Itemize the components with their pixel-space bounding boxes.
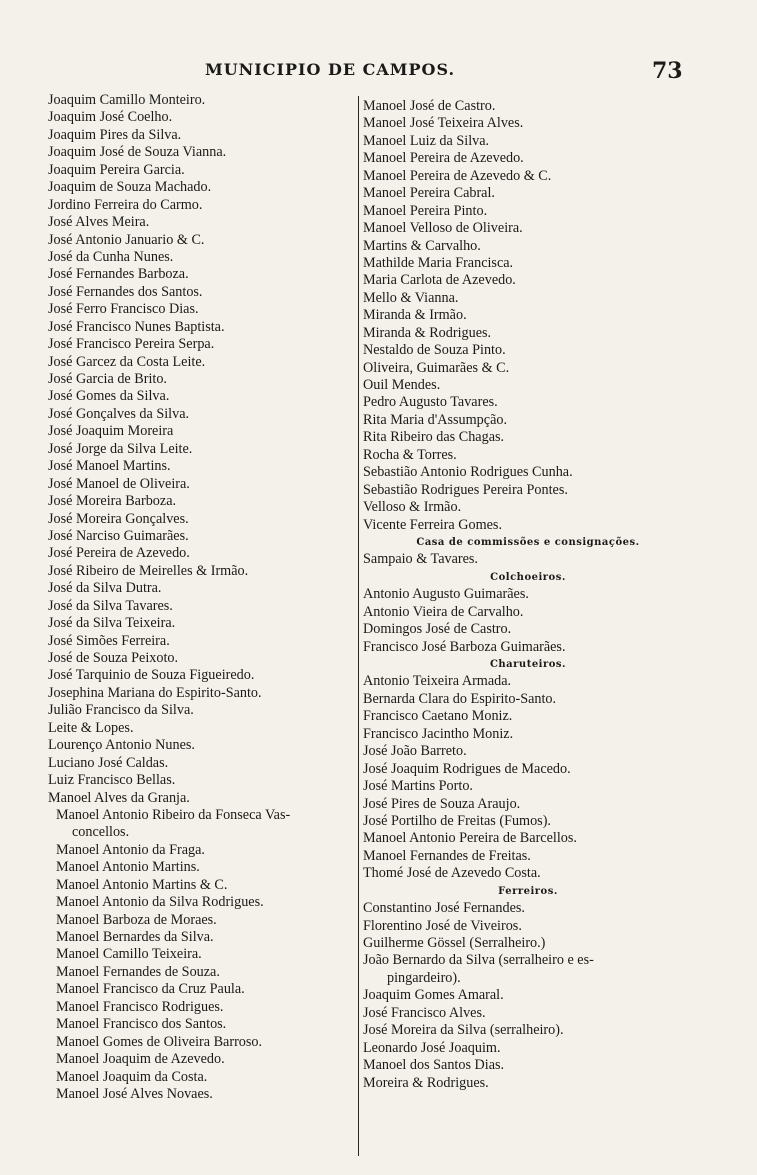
left-entry: José Joaquim Moreira bbox=[48, 423, 174, 440]
right-entry: Manoel José de Castro. bbox=[363, 98, 496, 114]
left-entry: José Manoel de Oliveira. bbox=[48, 475, 190, 492]
left-entry: José Moreira Gonçalves. bbox=[48, 510, 189, 527]
page-header bbox=[0, 58, 757, 88]
right-entry: Manoel Luiz da Silva. bbox=[363, 132, 490, 149]
left-entry: José Narciso Guimarães. bbox=[48, 527, 189, 544]
right-entry: Mathilde Maria Francisca. bbox=[363, 254, 514, 271]
right-entry: José Martins Porto. bbox=[363, 778, 473, 795]
left-entry: Joaquim Pereira Garcia. bbox=[48, 161, 185, 178]
left-entry: Julião Francisco da Silva. bbox=[48, 702, 194, 719]
right-entry: Pedro Augusto Tavares. bbox=[363, 394, 498, 411]
right-entry: Manoel Velloso de Oliveira. bbox=[363, 220, 523, 237]
left-entry: José de Souza Peixoto. bbox=[48, 650, 179, 666]
right-entry: Miranda & Rodrigues. bbox=[363, 324, 492, 341]
right-entry: Manoel Antonio Pereira de Barcellos. bbox=[363, 830, 577, 847]
left-entry: José Manoel Martins. bbox=[48, 458, 171, 475]
left-entry: José Gonçalves da Silva. bbox=[48, 405, 190, 422]
left-entry: José Jorge da Silva Leite. bbox=[48, 440, 193, 457]
left-entry: José Moreira Barboza. bbox=[48, 493, 177, 510]
right-entry: Constantino José Fernandes. bbox=[363, 900, 525, 917]
right-entry: Rocha & Torres. bbox=[363, 446, 457, 463]
right-entry: Guilherme Gössel (Serralheiro.) bbox=[363, 935, 546, 951]
left-entry: José Simões Ferreira. bbox=[48, 632, 170, 649]
left-entry: Joaquim José Coelho. bbox=[48, 109, 173, 126]
right-entry: José Moreira da Silva (serralheiro). bbox=[363, 1022, 564, 1039]
left-entry: Joaquim Camillo Monteiro. bbox=[48, 92, 206, 108]
right-entry: Rita Maria d'Assumpção. bbox=[363, 411, 508, 428]
right-entry: Domingos José de Castro. bbox=[363, 621, 512, 638]
left-entry: José Fernandes dos Santos. bbox=[48, 283, 203, 300]
right-entry: Antonio Augusto Guimarães. bbox=[363, 586, 529, 603]
right-entry: Francisco Caetano Moniz. bbox=[363, 708, 513, 725]
right-entry: Manoel Pereira Cabral. bbox=[363, 185, 495, 202]
right-entry: Francisco Jacintho Moniz. bbox=[363, 725, 514, 742]
left-entry: Manoel Gomes de Oliveira Barroso. bbox=[56, 1033, 263, 1050]
right-entry: Nestaldo de Souza Pinto. bbox=[363, 342, 506, 359]
left-entry: Manoel Antonio Martins & C. bbox=[56, 876, 228, 893]
left-entry: José da Silva Teixeira. bbox=[48, 615, 176, 632]
left-entry: Luciano José Caldas. bbox=[48, 754, 169, 771]
left-entry: José Fernandes Barboza. bbox=[48, 266, 189, 283]
right-entry: Sampaio & Tavares. bbox=[363, 551, 478, 568]
left-entry: Manoel Antonio da Fraga. bbox=[56, 841, 205, 858]
right-entry: Martins & Carvalho. bbox=[363, 237, 481, 254]
right-entry: Antonio Vieira de Carvalho. bbox=[363, 603, 524, 620]
left-entry: Manoel Antonio Ribeiro da Fonseca Vas- bbox=[56, 806, 291, 823]
page-number: 73 bbox=[652, 58, 683, 84]
left-column bbox=[48, 92, 358, 1103]
left-entry: José Pereira de Azevedo. bbox=[48, 545, 190, 562]
right-section-heading: Colchoeiros. bbox=[490, 571, 566, 583]
left-entry: Joaquim Pires da Silva. bbox=[48, 126, 182, 143]
left-entry: Manoel Francisco Rodrigues. bbox=[56, 998, 224, 1015]
left-entry: Manoel Bernardes da Silva. bbox=[56, 929, 214, 945]
left-entry: Jordino Ferreira do Carmo. bbox=[48, 196, 203, 213]
left-entry: José Garcia de Brito. bbox=[48, 371, 167, 387]
right-entry: José Joaquim Rodrigues de Macedo. bbox=[363, 760, 571, 777]
left-entry: Manoel Francisco dos Santos. bbox=[56, 1016, 227, 1033]
right-entry: Antonio Teixeira Armada. bbox=[363, 673, 512, 690]
right-entry: José Pires de Souza Araujo. bbox=[363, 795, 521, 812]
column-divider bbox=[358, 96, 359, 1156]
running-title: MUNICIPIO DE CAMPOS. bbox=[205, 60, 456, 79]
right-entry: Francisco José Barboza Guimarães. bbox=[363, 638, 566, 655]
left-entry: Manoel Antonio Martins. bbox=[56, 859, 200, 876]
left-entry: concellos. bbox=[72, 824, 130, 841]
right-section-heading: Casa de commissões e consignações. bbox=[416, 536, 640, 548]
left-entry: José Antonio Januario & C. bbox=[48, 231, 205, 248]
left-entry: José Francisco Pereira Serpa. bbox=[48, 336, 215, 353]
left-entry: Manoel Francisco da Cruz Paula. bbox=[56, 981, 245, 998]
left-entry: Manoel Alves da Granja. bbox=[48, 789, 190, 806]
right-entry: Manoel Fernandes de Freitas. bbox=[363, 847, 531, 864]
left-entry: Josephina Mariana do Espirito-Santo. bbox=[48, 684, 262, 701]
left-entry: Joaquim de Souza Machado. bbox=[48, 179, 212, 196]
left-entry: José Francisco Nunes Baptista. bbox=[48, 318, 225, 335]
left-entry: José Ribeiro de Meirelles & Irmão. bbox=[48, 562, 249, 579]
right-entry: Manoel Pereira de Azevedo & C. bbox=[363, 167, 552, 184]
right-entry: Florentino José de Viveiros. bbox=[363, 917, 522, 934]
left-entry: Manoel Barboza de Moraes. bbox=[56, 911, 217, 928]
right-entry: Manoel Pereira de Azevedo. bbox=[363, 150, 524, 167]
left-entry: José Garcez da Costa Leite. bbox=[48, 353, 206, 370]
left-entry: Manoel Antonio da Silva Rodrigues. bbox=[56, 894, 264, 911]
right-entry: João Bernardo da Silva (serralheiro e es- bbox=[363, 952, 594, 969]
right-entry: Sebastião Rodrigues Pereira Pontes. bbox=[363, 481, 568, 498]
left-entry: Manoel Joaquim de Azevedo. bbox=[56, 1051, 225, 1068]
left-entry: Joaquim José de Souza Vianna. bbox=[48, 144, 227, 161]
left-entry: José Tarquinio de Souza Figueiredo. bbox=[48, 667, 255, 684]
right-entry: Bernarda Clara do Espirito-Santo. bbox=[363, 690, 557, 707]
right-entry: Mello & Vianna. bbox=[363, 289, 459, 306]
right-entry: Manoel Pereira Pinto. bbox=[363, 202, 488, 219]
right-column bbox=[363, 98, 693, 1092]
right-entry: Velloso & Irmão. bbox=[363, 499, 462, 516]
right-entry: pingardeiro). bbox=[387, 969, 461, 986]
left-entry: Manoel Fernandes de Souza. bbox=[56, 963, 220, 980]
left-entry: Manoel José Alves Novaes. bbox=[56, 1085, 213, 1102]
left-entry: José da Silva Dutra. bbox=[48, 580, 162, 597]
right-entry: Sebastião Antonio Rodrigues Cunha. bbox=[363, 464, 573, 481]
right-entry: Rita Ribeiro das Chagas. bbox=[363, 429, 505, 446]
right-entry: Maria Carlota de Azevedo. bbox=[363, 272, 516, 289]
left-entry: José da Silva Tavares. bbox=[48, 597, 173, 614]
right-entry: Manoel dos Santos Dias. bbox=[363, 1057, 505, 1074]
right-entry: Manoel José Teixeira Alves. bbox=[363, 115, 524, 132]
right-section-heading: Ferreiros. bbox=[498, 885, 558, 897]
right-entry: Vicente Ferreira Gomes. bbox=[363, 516, 502, 533]
right-section-heading: Charuteiros. bbox=[489, 659, 567, 670]
left-entry: Luiz Francisco Bellas. bbox=[48, 772, 176, 789]
right-entry: José Portilho de Freitas (Fumos). bbox=[363, 812, 551, 829]
right-entry: Ouil Mendes. bbox=[363, 377, 441, 393]
right-entry: Oliveira, Guimarães & C. bbox=[363, 359, 510, 376]
left-entry: José Alves Meira. bbox=[48, 214, 150, 231]
left-entry: José Gomes da Silva. bbox=[48, 388, 170, 405]
right-entry: Joaquim Gomes Amaral. bbox=[363, 987, 504, 1004]
left-entry: José da Cunha Nunes. bbox=[48, 248, 174, 265]
right-entry: Leonardo José Joaquim. bbox=[363, 1039, 501, 1056]
left-entry: Lourenço Antonio Nunes. bbox=[48, 737, 195, 754]
left-entry: Manoel Joaquim da Costa. bbox=[56, 1068, 208, 1085]
left-entry: José Ferro Francisco Dias. bbox=[48, 301, 199, 318]
right-entry: José João Barreto. bbox=[363, 743, 467, 760]
right-entry: Miranda & Irmão. bbox=[363, 307, 467, 324]
right-entry: Thomé José de Azevedo Costa. bbox=[363, 865, 541, 882]
right-entry: José Francisco Alves. bbox=[363, 1004, 486, 1021]
left-entry: Manoel Camillo Teixeira. bbox=[56, 946, 202, 963]
left-entry: Leite & Lopes. bbox=[48, 719, 134, 736]
right-entry: Moreira & Rodrigues. bbox=[363, 1074, 489, 1091]
